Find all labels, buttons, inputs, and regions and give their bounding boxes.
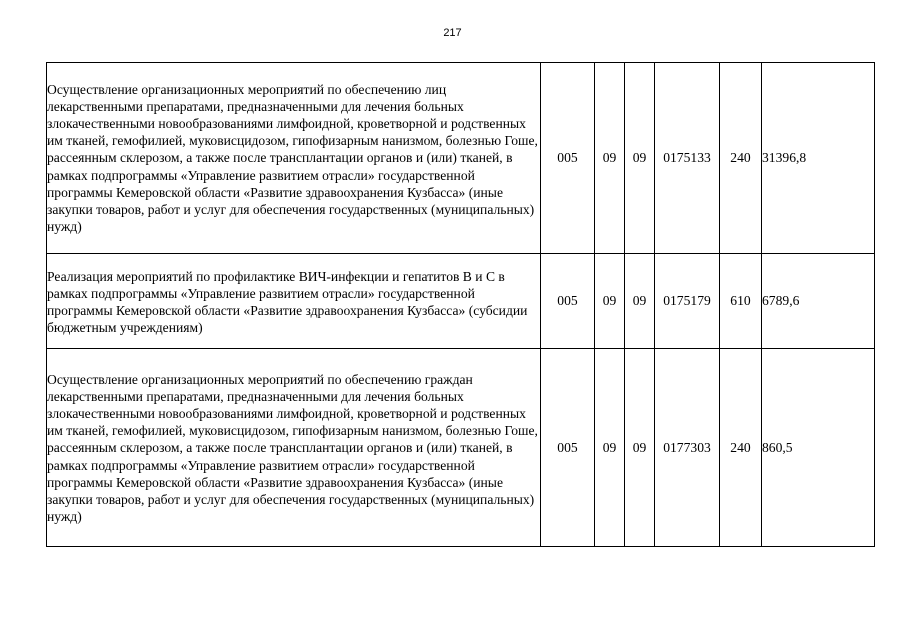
expense-type-code: 240 — [720, 349, 762, 547]
budget-table — [46, 62, 875, 547]
expense-type-code: 610 — [720, 254, 762, 349]
target-item-code: 0175179 — [655, 254, 720, 349]
row-description: Осуществление организационных мероприятий по обеспечению граждан лекарственными препаратами, предназначенными для лечения больных злокачественными новообразованиями лимфоидной, кроветворной и родственных им тканей, гемофилией, муковисцидозом, гипофизарным нанизмом, болезнью Гоше, рассеянным склерозом, а также после трансплантации органов и (или) тканей, в рамках подпрограммы «Управление развитием отрасли» государственной программы Кемеровской области «Развитие здравоохранения Кузбасса» (иные закупки товаров, работ и услуг для обеспечения государственных (муниципальных) нужд) — [47, 349, 541, 547]
ministry-code: 005 — [541, 63, 595, 254]
section-code: 09 — [595, 63, 625, 254]
amount-value: 6789,6 — [762, 254, 875, 349]
subsection-code: 09 — [625, 63, 655, 254]
amount-value: 860,5 — [762, 349, 875, 547]
table-row — [47, 254, 875, 349]
row-description: Осуществление организационных мероприятий по обеспечению лиц лекарственными препаратами, предназначенными для лечения больных злокачественными новообразованиями лимфоидной, кроветворной и родственных им тканей, гемофилией, муковисцидозом, гипофизарным нанизмом, болезнью Гоше, рассеянным склерозом, а также после трансплантации органов и (или) тканей, в рамках подпрограммы «Управление развитием отрасли» государственной программы Кемеровской области «Развитие здравоохранения Кузбасса» (иные закупки товаров, работ и услуг для обеспечения государственных (муниципальных) нужд) — [47, 63, 541, 254]
ministry-code: 005 — [541, 254, 595, 349]
subsection-code: 09 — [625, 254, 655, 349]
section-code: 09 — [595, 349, 625, 547]
page-number: 217 — [443, 27, 462, 39]
amount-value: 31396,8 — [762, 63, 875, 254]
row-description: Реализация мероприятий по профилактике ВИЧ-инфекции и гепатитов В и С в рамках подпрограммы «Управление развитием отрасли» государственной программы Кемеровской области «Развитие здравоохранения Кузбасса» (субсидии бюджетным учреждениям) — [47, 254, 541, 349]
section-code: 09 — [595, 254, 625, 349]
target-item-code: 0175133 — [655, 63, 720, 254]
expense-type-code: 240 — [720, 63, 762, 254]
ministry-code: 005 — [541, 349, 595, 547]
table-row — [47, 63, 875, 254]
target-item-code: 0177303 — [655, 349, 720, 547]
subsection-code: 09 — [625, 349, 655, 547]
table-row — [47, 349, 875, 547]
